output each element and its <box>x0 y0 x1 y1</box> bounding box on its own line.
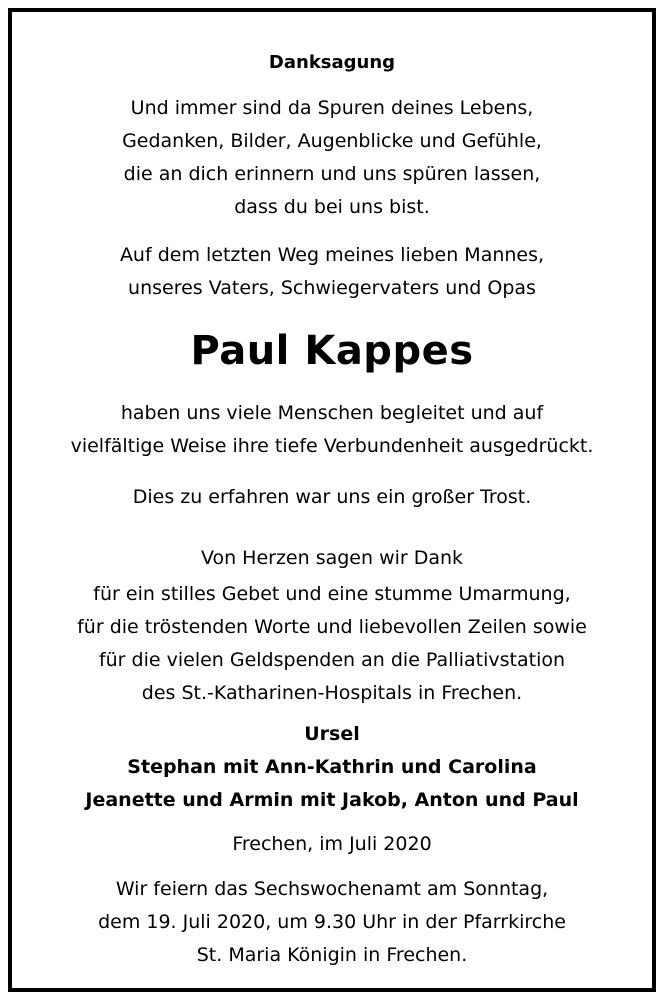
deceased-name: Paul Kappes <box>190 328 474 374</box>
poem-block <box>12 92 652 224</box>
intro-line: Auf dem letzten Weg meines lieben Mannes, <box>119 244 545 266</box>
notice-heading: Danksagung <box>268 52 396 73</box>
poem-line: dass du bei uns bist. <box>234 196 430 218</box>
poem-line: Gedanken, Bilder, Augenblicke und Gefühle, <box>122 130 542 152</box>
thanks-block <box>12 542 652 575</box>
signatures-block <box>12 718 652 817</box>
service-line: Wir feiern das Sechswochenamt am Sonntag, <box>115 878 549 900</box>
service-block <box>12 873 652 972</box>
place-date-block <box>12 828 652 861</box>
thanks-line: des St.-Katharinen-Hospitals in Frechen. <box>141 682 523 704</box>
thanks-line: für die vielen Geldspenden an die Palliativstation <box>98 649 566 671</box>
signature-line: Ursel <box>304 723 360 745</box>
thanks-line: für ein stilles Gebet und eine stumme Umarmung, <box>93 583 571 605</box>
comfort-block <box>12 481 652 514</box>
poem-line: Und immer sind da Spuren deines Lebens, <box>130 97 534 119</box>
intro-block <box>12 239 652 305</box>
signature-line: Stephan mit Ann-Kathrin und Carolina <box>127 756 537 778</box>
name-block <box>12 327 652 375</box>
service-line: St. Maria Königin in Frechen. <box>196 944 468 966</box>
intro-line: unseres Vaters, Schwiegervaters und Opas <box>128 277 536 299</box>
notice-frame <box>8 8 656 992</box>
place-date: Frechen, im Juli 2020 <box>232 833 432 855</box>
service-line: dem 19. Juli 2020, um 9.30 Uhr in der Pfarrkirche <box>98 911 566 933</box>
thanks-heading: Von Herzen sagen wir Dank <box>200 547 464 569</box>
body-line: haben uns viele Menschen begleitet und auf <box>120 402 544 424</box>
thanks-list <box>12 578 652 710</box>
comfort-line: Dies zu erfahren war uns ein großer Trost. <box>132 486 532 508</box>
poem-line: die an dich erinnern und uns spüren lassen, <box>123 163 541 185</box>
body-line: vielfältige Weise ihre tiefe Verbundenheit ausgedrückt. <box>70 435 594 457</box>
body-block <box>12 397 652 463</box>
heading-block <box>12 49 652 77</box>
signature-line: Jeanette und Armin mit Jakob, Anton und Paul <box>85 789 579 811</box>
thanks-line: für die tröstenden Worte und liebevollen Zeilen sowie <box>77 616 587 638</box>
